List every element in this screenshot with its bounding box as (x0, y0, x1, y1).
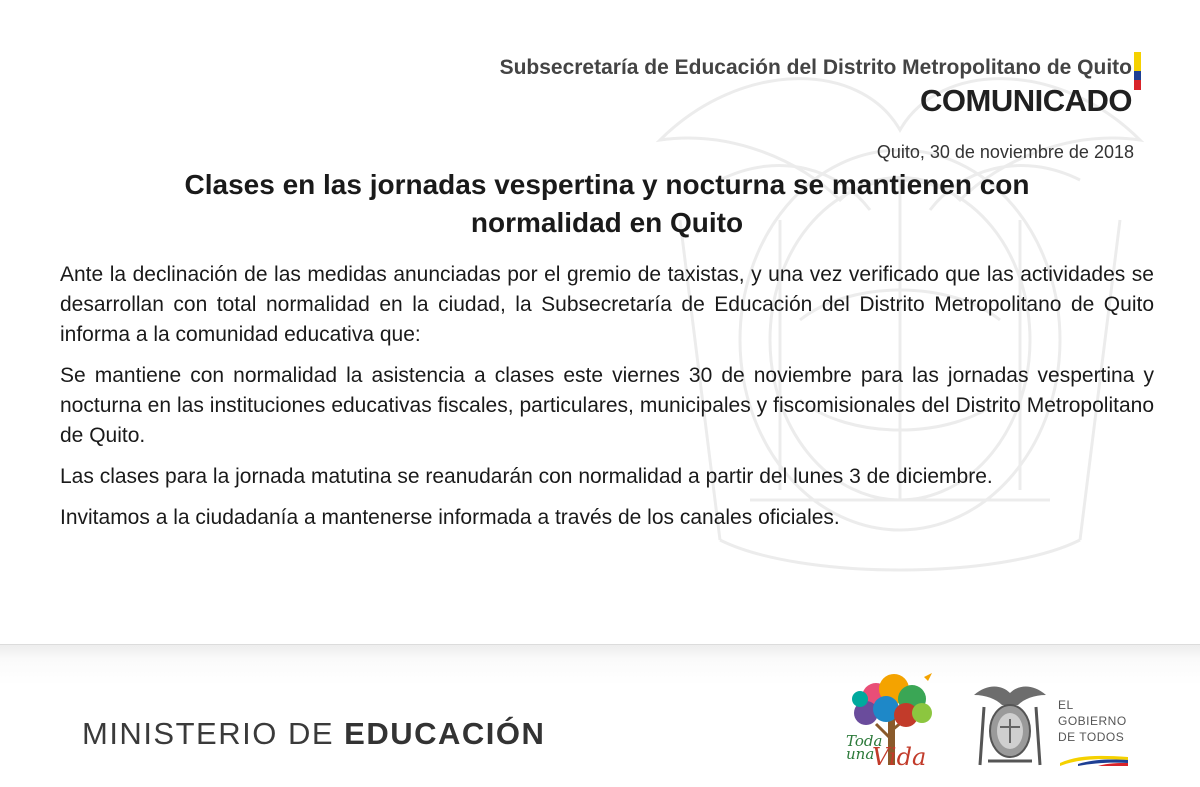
headline-line-1: Clases en las jornadas vespertina y nocturna se mantienen con (184, 169, 1030, 200)
gobierno-line-3: DE TODOS (1058, 730, 1125, 744)
ministry-logo-bold: EDUCACIÓN (344, 716, 546, 751)
body-text (60, 260, 1154, 544)
headline (60, 166, 1154, 242)
ministry-logo (82, 716, 545, 752)
headline-line-2: normalidad en Quito (470, 207, 744, 238)
ministry-logo-light: MINISTERIO DE (82, 716, 345, 751)
ecuador-coat-of-arms-icon (970, 681, 1050, 771)
paragraph-3: Las clases para la jornada matutina se reanudarán con normalidad a partir del lunes 3 de diciembre. (60, 465, 993, 488)
vida-line-1: Toda (846, 732, 883, 750)
ecuador-flag-bar-icon (1134, 52, 1141, 90)
vida-line-3: Vida (872, 743, 927, 771)
gobierno-line-2: GOBIERNO (1058, 714, 1127, 728)
footer (0, 644, 1200, 787)
toda-una-vida-text (846, 732, 927, 771)
paragraph-4: Invitamos a la ciudadanía a mantenerse informada a través de los canales oficiales. (60, 506, 840, 529)
subsecretaria-heading: Subsecretaría de Educación del Distrito Metropolitano de Quito (499, 56, 1132, 79)
vida-line-2: una (846, 745, 875, 763)
comunicado-title: COMUNICADO (920, 83, 1132, 118)
gobierno-de-todos-text (1058, 697, 1127, 745)
paragraph-2: Se mantiene con normalidad la asistencia a clases este viernes 30 de noviembre para las jornadas vespertina y nocturna en las instituciones educativas fiscales, particulares, municipales y fiscomisionales del Distrito Metropolitano de Quito. (60, 364, 1154, 447)
paragraph-1: Ante la declinación de las medidas anunciadas por el gremio de taxistas, y una vez verificado que las actividades se desarrollan con total normalidad en la ciudad, la Subsecretaría de Educación del Distrito Metropolitano de Quito informa a la comunidad educativa que: (60, 263, 1154, 346)
document-date: Quito, 30 de noviembre de 2018 (876, 142, 1134, 162)
gobierno-flag-swoosh-icon (1058, 753, 1130, 767)
gobierno-line-1: EL (1058, 698, 1074, 712)
